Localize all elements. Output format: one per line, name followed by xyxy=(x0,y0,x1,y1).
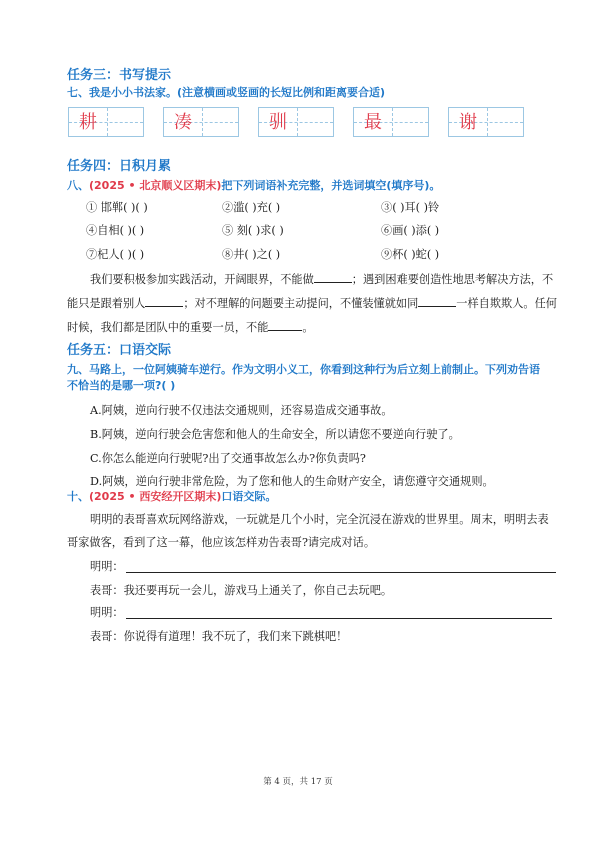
option-c[interactable]: C.你怎么能逆向行驶呢?出了交通事故怎么办?你负责吗? xyxy=(90,452,366,465)
idiom-7: ⑦杞人( )( ) xyxy=(86,248,145,261)
option-a[interactable]: A.阿姨，逆向行驶不仅违法交通规则，还容易造成交通事故。 xyxy=(90,404,393,417)
idiom-6: ⑥画( )添( ) xyxy=(381,224,440,237)
idiom-3: ③( )耳( )铃 xyxy=(381,201,440,214)
para-text: 时候，我们都是团队中的重要一员，不能 xyxy=(67,321,269,334)
dialogue-1-answer-line[interactable] xyxy=(126,572,556,573)
blank-3[interactable] xyxy=(418,294,456,307)
para-text: 一样自欺欺人。任何 xyxy=(456,297,557,310)
fill-paragraph-line-1 xyxy=(90,270,553,287)
calligraphy-box-2 xyxy=(163,107,239,137)
para-text: ；遇到困难要创造性地思考解决方法，不 xyxy=(351,273,554,286)
idiom-8: ⑧井( )之( ) xyxy=(222,248,281,261)
calligraphy-box-3 xyxy=(258,107,334,137)
idiom-1: ① 邯郸( )( ) xyxy=(86,201,148,214)
dialogue-3-label: 明明： xyxy=(90,606,124,619)
blank-4[interactable] xyxy=(268,318,302,331)
dialogue-3-answer-line[interactable] xyxy=(126,618,552,619)
idiom-4: ④自相( )( ) xyxy=(86,224,145,237)
fill-paragraph-line-3 xyxy=(67,318,314,335)
calligraphy-char: 凑 xyxy=(174,112,192,133)
para-text: ；对不理解的问题要主动提问，不懂装懂就如同 xyxy=(183,297,419,310)
option-d[interactable]: D.阿姨，逆向行驶非常危险，为了您和他人的生命财产安全，请您遵守交通规则。 xyxy=(90,475,494,488)
para-text: 能只是跟着别人 xyxy=(67,297,146,310)
calligraphy-box-5 xyxy=(448,107,524,137)
task4-title: 任务四：日积月累 xyxy=(67,159,172,174)
question-8-source: (2025 • 北京顺义区期末) xyxy=(89,179,222,192)
story-line-1: 明明的表哥喜欢玩网络游戏，一玩就是几个小时，完全沉浸在游戏的世界里。周末，明明去表 xyxy=(90,513,549,526)
dialogue-2: 表哥：我还要再玩一会儿，游戏马上通关了，你自己去玩吧。 xyxy=(90,584,393,597)
idiom-9: ⑨杯( )蛇( ) xyxy=(381,248,440,261)
question-8-prefix: 八、 xyxy=(67,179,89,192)
calligraphy-char: 最 xyxy=(364,112,382,133)
question-10-source: (2025 • 西安经开区期末) xyxy=(89,490,222,503)
page-number: 第 4 页，共 17 页 xyxy=(263,777,333,787)
question-7: 七、我是小小书法家。(注意横画或竖画的长短比例和距离要合适) xyxy=(67,86,386,99)
para-text: 我们要积极参加实践活动，开阔眼界，不能做 xyxy=(90,273,314,286)
question-10-text: 口语交际。 xyxy=(221,490,277,503)
task3-title: 任务三：书写提示 xyxy=(67,68,172,83)
idiom-2: ②滥( )充( ) xyxy=(222,201,281,214)
blank-2[interactable] xyxy=(145,294,183,307)
calligraphy-char: 谢 xyxy=(459,112,477,133)
calligraphy-char: 耕 xyxy=(79,112,97,133)
question-9-line-2: 不恰当的是哪一项?( ) xyxy=(67,379,176,392)
question-10-prefix: 十、 xyxy=(67,490,89,503)
question-10 xyxy=(67,488,276,504)
calligraphy-char: 驯 xyxy=(269,112,287,133)
idiom-5: ⑤ 刻( )求( ) xyxy=(222,224,284,237)
question-8-text: 把下列词语补充完整，并选词填空(填序号)。 xyxy=(221,179,441,192)
story-line-2: 哥家做客，看到了这一幕，他应该怎样劝告表哥?请完成对话。 xyxy=(67,536,376,549)
question-9-line-1: 九、马路上，一位阿姨骑车逆行。作为文明小义工，你看到这种行为后立刻上前制止。下列劝告语 xyxy=(67,363,540,376)
task5-title: 任务五：口语交际 xyxy=(67,343,172,358)
fill-paragraph-line-2 xyxy=(67,294,557,311)
calligraphy-box-4 xyxy=(353,107,429,137)
calligraphy-box-1 xyxy=(68,107,144,137)
dialogue-1-label: 明明： xyxy=(90,560,124,573)
dialogue-4: 表哥：你说得有道理！我不玩了，我们来下跳棋吧！ xyxy=(90,630,348,643)
question-8 xyxy=(67,177,440,193)
blank-1[interactable] xyxy=(314,270,352,283)
para-text: 。 xyxy=(302,321,314,334)
option-b[interactable]: B.阿姨，逆向行驶会危害您和他人的生命安全，所以请您不要逆向行驶了。 xyxy=(90,428,460,441)
